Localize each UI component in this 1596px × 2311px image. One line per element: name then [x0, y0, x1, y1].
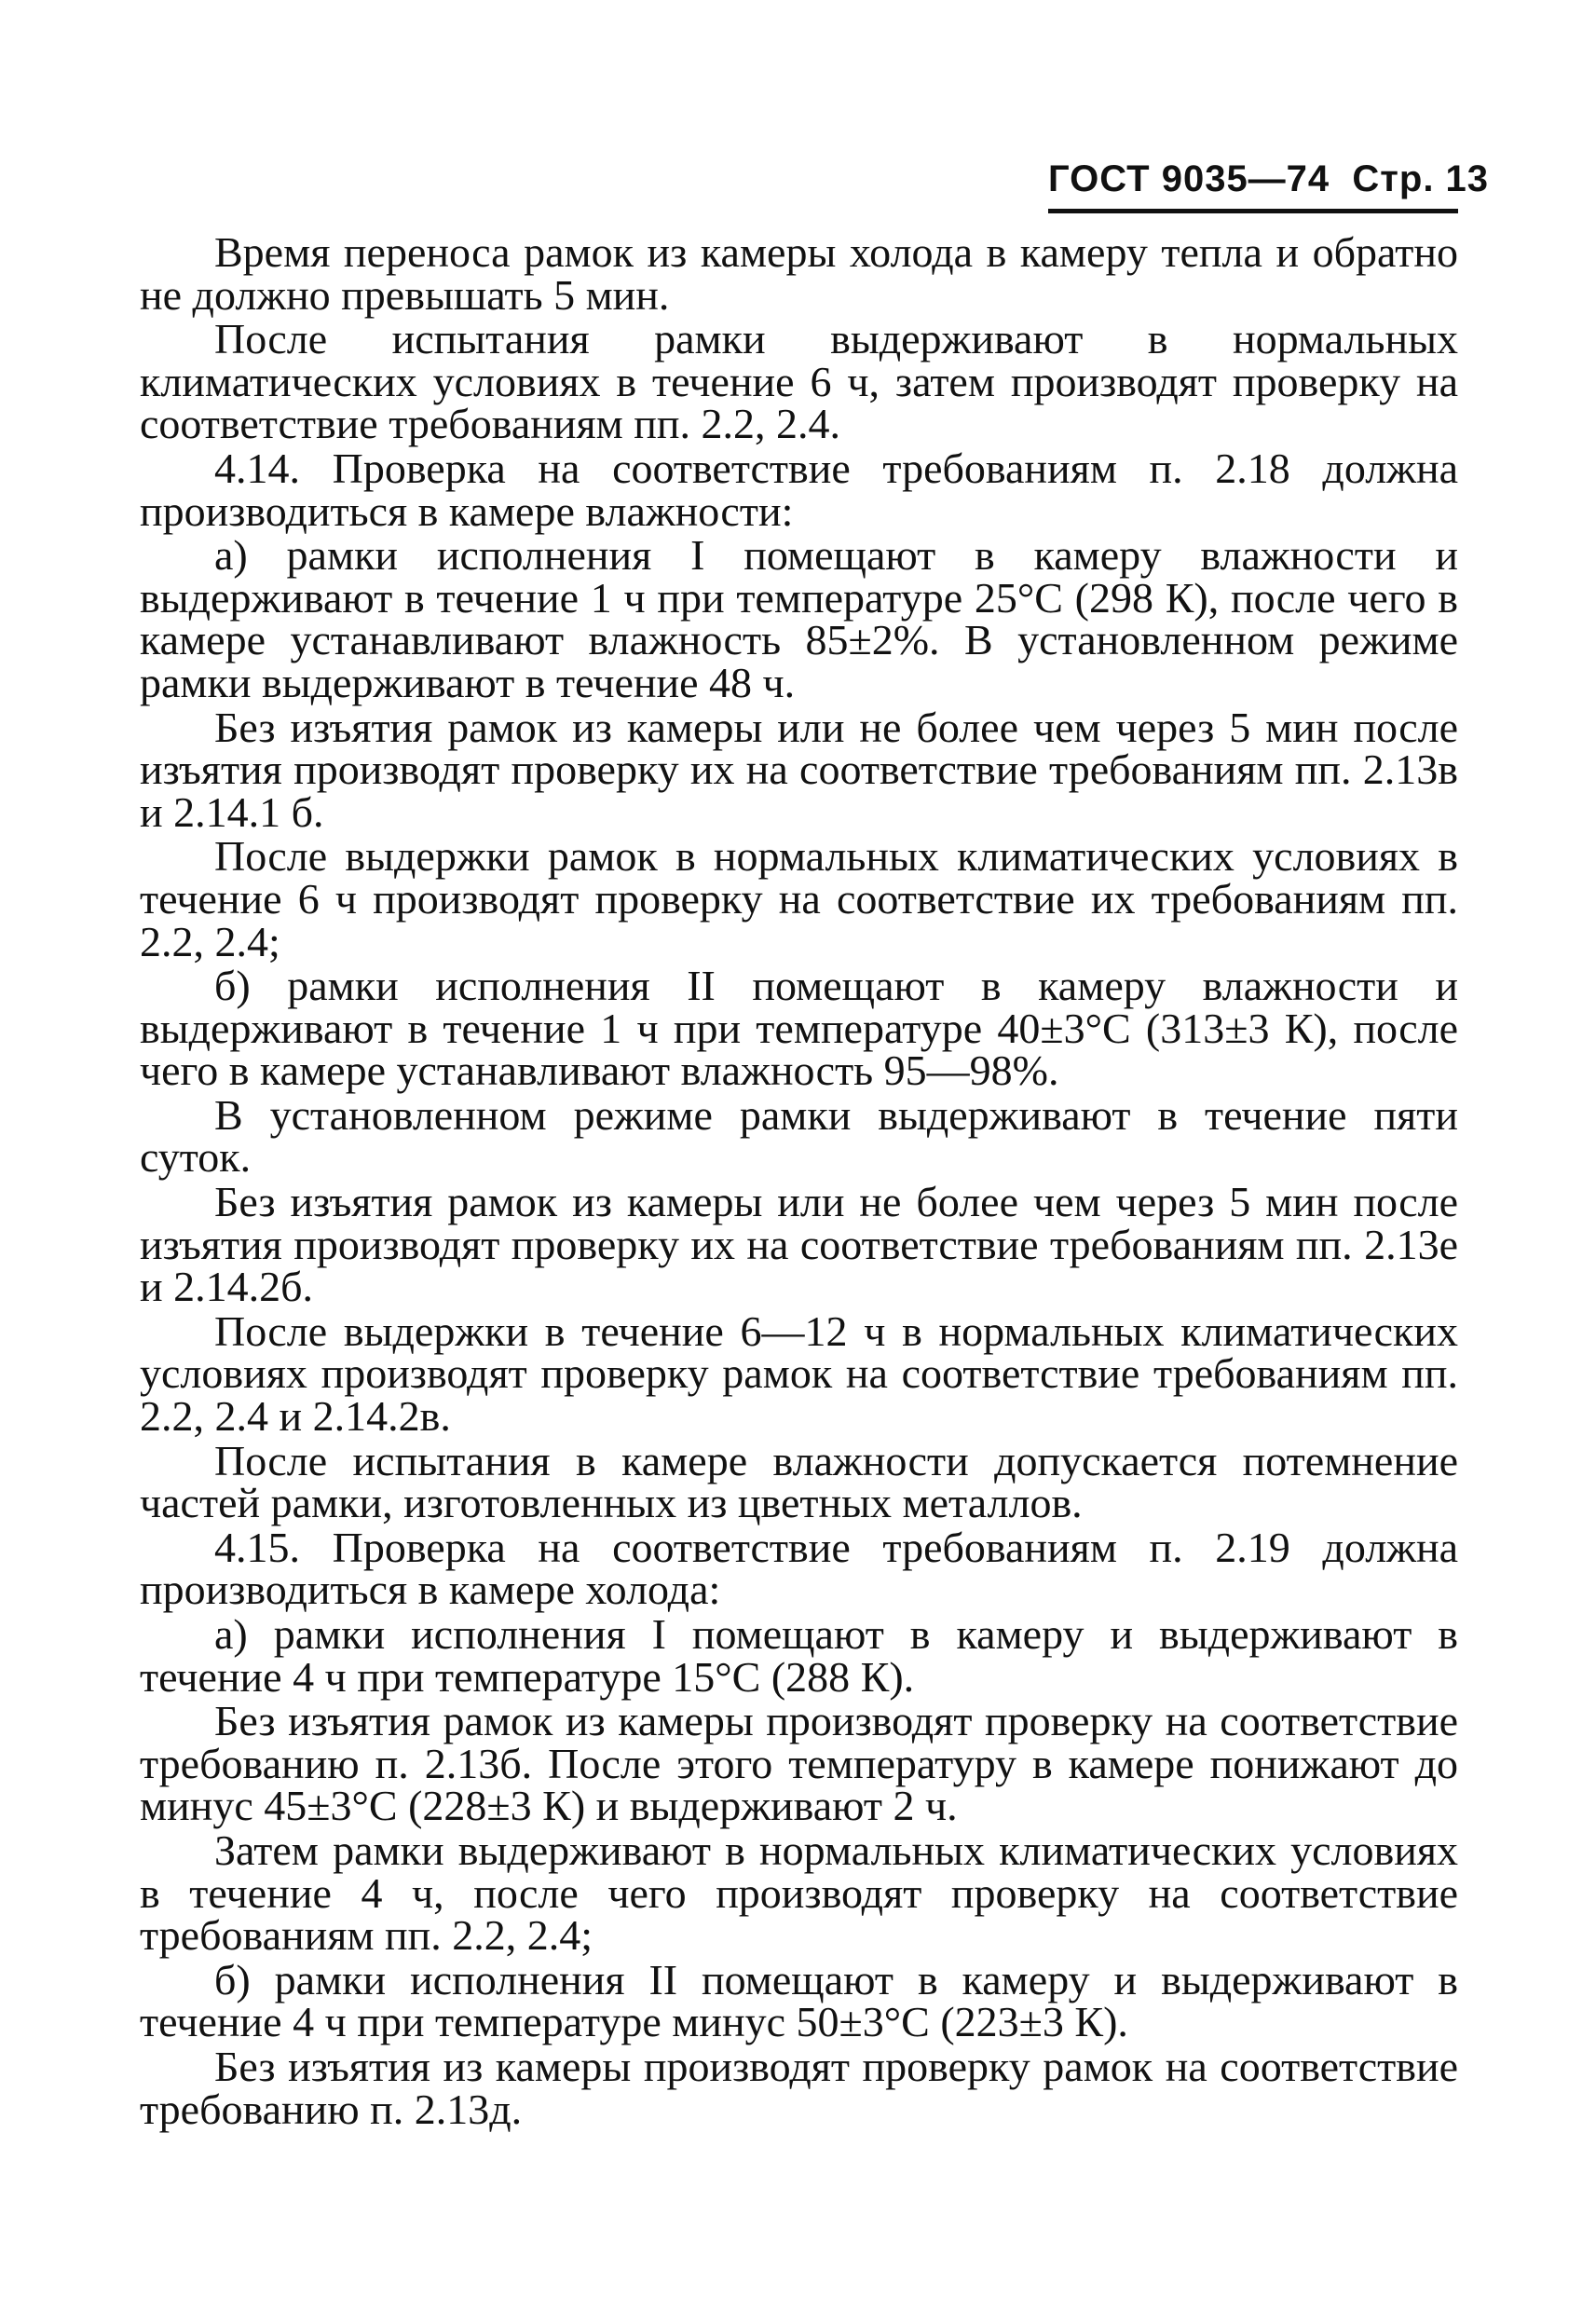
item-4-15-a: а) рамки исполнения I помещают в камеру и выдерживают в течение 4 ч при температуре 15°С (288 К). [140, 1610, 1458, 1701]
paragraph-after-test: После испытания рамки выдерживают в нормальных климатических условиях в течение 6 ч, затем производят проверку на соответствие требованиям пп. 2.2, 2.4. [140, 315, 1458, 448]
paragraph-darkening: После испытания в камере влажности допускается потемнение частей рамки, изготовленных из цветных металлов. [140, 1436, 1458, 1527]
item-4-14-b: б) рамки исполнения II помещают в камеру влажности и выдерживают в течение 1 ч при температуре 40±3°С (313±3 К), после чего в камере устанавливают влажность 95—98%. [140, 962, 1458, 1095]
item-4-15-b: б) рамки исполнения II помещают в камеру и выдерживают в течение 4 ч при температуре минус 50±3°С (223±3 К). [140, 1955, 1458, 2046]
paragraph-humidity-check-2: Без изъятия рамок из камеры или не более чем через 5 мин после изъятия производят проверку их на соответствие требованиям пп. 2.13е и 2.14.2б. [140, 1178, 1458, 1311]
paragraph-five-days: В установленном режиме рамки выдерживают в течение пяти суток. [140, 1090, 1458, 1182]
paragraph-humidity-hold-1: После выдержки рамок в нормальных климатических условиях в течение 6 ч производят проверку на соответствие их требованиям пп. 2.2, 2.4; [140, 832, 1458, 965]
paragraph-cold-hold: Затем рамки выдерживают в нормальных климатических условиях в течение 4 ч, после чего производят проверку на соответствие требованиям пп. 2.2, 2.4; [140, 1826, 1458, 1960]
document-body [140, 228, 1458, 2133]
standard-number: ГОСТ 9035—74 [1048, 158, 1330, 199]
page-number: Стр. 13 [1352, 158, 1490, 199]
running-header [1048, 158, 1490, 200]
paragraph-cold-check-1: Без изъятия рамок из камеры производят проверку на соответствие требованию п. 2.13б. После этого температуру в камере понижают до минус 45±3°С (228±3 К) и выдерживают 2 ч. [140, 1697, 1458, 1830]
item-4-14-a: а) рамки исполнения I помещают в камеру влажности и выдерживают в течение 1 ч при температуре 25°С (298 К), после чего в камере устанавливают влажность 85±2%. В установленном режиме рамки выдерживают в течение 48 ч. [140, 531, 1458, 706]
paragraph-humidity-check-1: Без изъятия рамок из камеры или не более чем через 5 мин после изъятия производят проверку их на соответствие требованиям пп. 2.13в и 2.14.1 б. [140, 703, 1458, 836]
paragraph-humidity-hold-2: После выдержки в течение 6—12 ч в нормальных климатических условиях производят проверку рамок на соответствие требованиям пп. 2.2, 2.4 и 2.14.2в. [140, 1306, 1458, 1441]
clause-4-14: 4.14. Проверка на соответствие требованиям п. 2.18 должна производиться в камере влажности: [140, 444, 1458, 535]
header-rule [1048, 209, 1458, 213]
paragraph-transfer-time: Время переноса рамок из камеры холода в камеру тепла и обратно не должно превышать 5 мин. [140, 228, 1458, 319]
clause-4-15: 4.15. Проверка на соответствие требованиям п. 2.19 должна производиться в камере холода: [140, 1523, 1458, 1614]
paragraph-cold-check-2: Без изъятия из камеры производят проверку рамок на соответствие требованию п. 2.13д. [140, 2042, 1458, 2133]
